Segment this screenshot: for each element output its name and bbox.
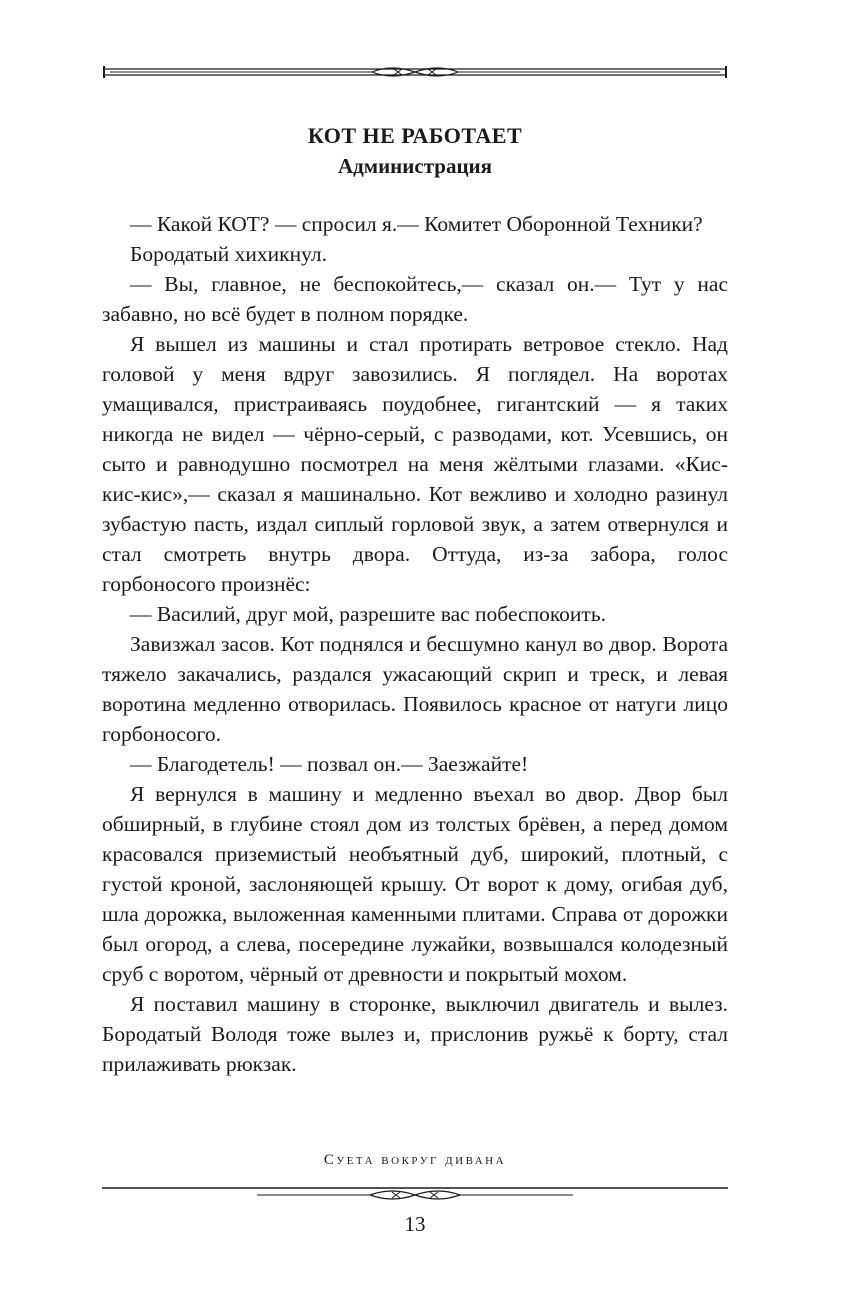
paragraph: Бородатый хихикнул. bbox=[130, 242, 327, 266]
paragraph: — Василий, друг мой, разрешите вас побеспокоить. bbox=[130, 602, 607, 626]
paragraph: Завизжал засов. Кот поднялся и бесшумно канул во двор. Ворота тяжело закачались, раздался ужасающий скрип и треск, и левая воротина медленно отворилась. Появилось красное от натуги лицо горбоносого. bbox=[102, 632, 728, 746]
chapter-header bbox=[102, 122, 728, 180]
page-number: 13 bbox=[404, 1212, 426, 1236]
paragraph: Я вышел из машины и стал протирать ветровое стекло. Над головой у меня вдруг завозились. Я поглядел. На воротах умащивался, пристраиваясь поудобнее, гигантский — я таких никогда не видел — чёрно-серый, с разводами, кот. Усевшись, он сыто и равнодушно посмотрел на меня жёлтыми глазами. «Кис-кис-кис»,— сказал я машинально. Кот вежливо и холодно разинул зубастую пасть, издал сиплый горловой звук, а затем отвернулся и стал смотреть внутрь двора. Оттуда, из-за забора, голос горбоносого произнёс: bbox=[102, 332, 728, 596]
paragraph: — Благодетель! — позвал он.— Заезжайте! bbox=[130, 752, 529, 776]
bottom-ornament-rule bbox=[102, 1180, 728, 1204]
running-title: Суета вокруг дивана bbox=[323, 1152, 507, 1168]
paragraph: — Какой КОТ? — спросил я.— Комитет Оборонной Техники? bbox=[130, 212, 703, 236]
top-ornament-rule bbox=[102, 62, 728, 82]
chapter-subtitle: Администрация bbox=[337, 154, 493, 178]
chapter-title: КОТ НЕ РАБОТАЕТ bbox=[307, 123, 523, 148]
body-text bbox=[102, 209, 728, 1079]
paragraph: — Вы, главное, не беспокойтесь,— сказал он.— Тут у нас забавно, но всё будет в полном порядке. bbox=[102, 272, 728, 326]
paragraph: Я поставил машину в сторонке, выключил двигатель и вылез. Бородатый Володя тоже вылез и, прислонив ружьё к борту, стал прилаживать рюкзак. bbox=[102, 992, 728, 1076]
paragraph: Я вернулся в машину и медленно въехал во двор. Двор был обширный, в глубине стоял дом из толстых брёвен, а перед домом красовался приземистый необъятный дуб, широкий, плотный, с густой кроной, заслоняющей крышу. От ворот к дому, огибая дуб, шла дорожка, выложенная каменными плитами. Справа от дорожки был огород, а слева, посередине лужайки, возвышался колодезный сруб с воротом, чёрный от древности и покрытый мохом. bbox=[102, 782, 728, 986]
